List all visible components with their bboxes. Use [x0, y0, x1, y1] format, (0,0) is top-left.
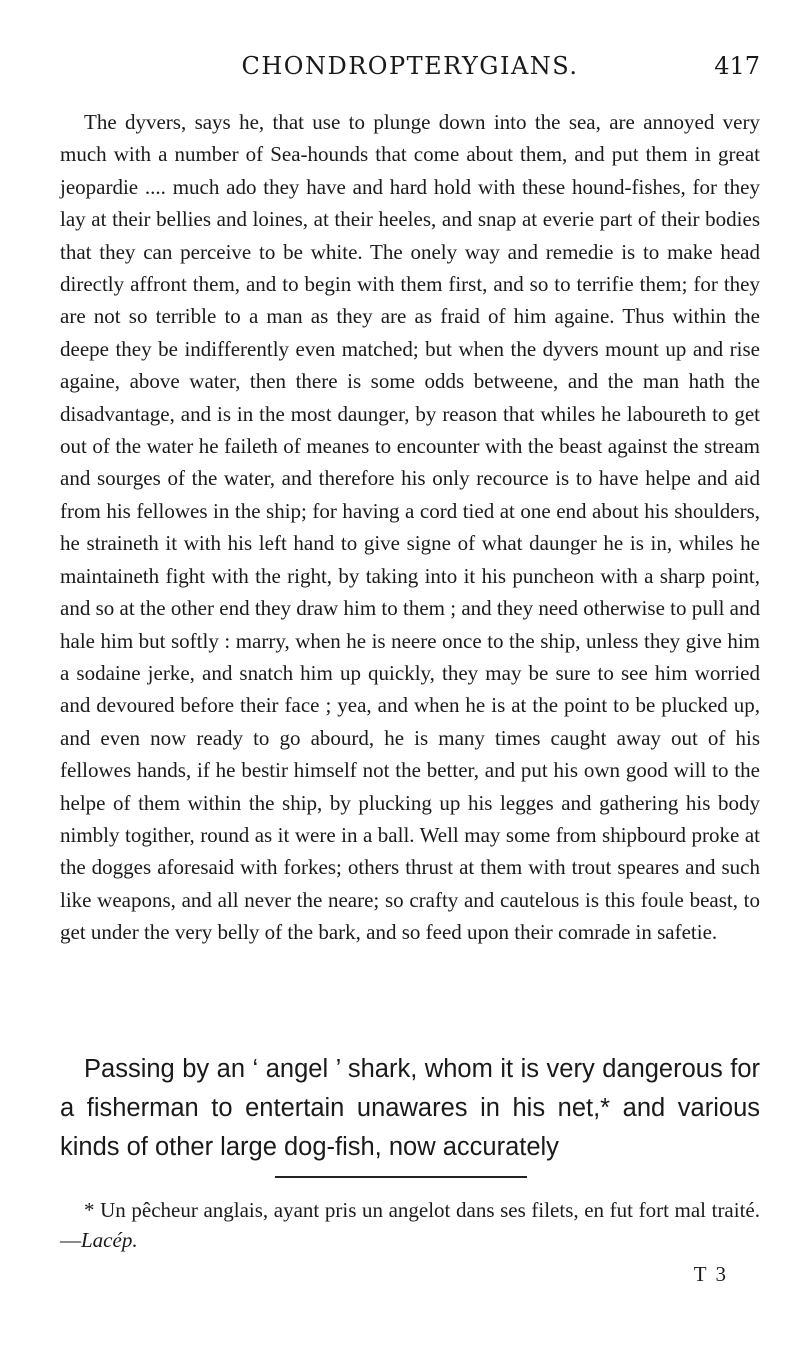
footnote-source: Lacép.	[81, 1228, 138, 1252]
footnote-text: * Un pêcheur anglais, ayant pris un angelot dans ses filets, en fut fort mal traité.—	[60, 1198, 760, 1252]
signature-mark: T 3	[693, 1262, 728, 1286]
footnote	[60, 1195, 760, 1255]
running-head	[60, 48, 760, 84]
book-page	[60, 0, 760, 1371]
running-title: CHONDROPTERYGIANS.	[241, 52, 579, 80]
footnote-divider	[275, 1176, 527, 1178]
quoted-passage: The dyvers, says he, that use to plunge down into the sea, are annoyed very much with a number of Sea-hounds that come about them, and put them in great jeopardie .... much ado they have and hard hold with these hound-fishes, for they lay at their bellies and loines, at their heeles, and snap at everie part of their bodies that they can perceive to be white. The onely way and remedie is to make head directly affront them, and to begin with them first, and so to terrifie them; for they are not so terrible to a man as they are as fraid of him againe. Thus within the deepe they be indifferently even matched; but when the dyvers mount up and rise againe, above water, then there is some odds betweene, and the man hath the disadvantage, and is in the most daunger, by reason that whiles he laboureth to get out of the water he faileth of meanes to encounter with the beast against the stream and sourges of the water, and therefore his only recource is to have helpe and aid from his fellowes in the ship; for having a cord tied at one end about his shoulders, he straineth it with his left hand to give signe of what daunger he is in, whiles he maintaineth fight with the right, by taking into it his puncheon with a sharp point, and so at the other end they draw him to them ; and they need otherwise to pull and hale him but softly : marry, when he is neere once to the ship, unless they give him a sodaine jerke, and snatch him up quickly, they may be sure to see him worried and devoured before their face ; yea, and when he is at the point to be plucked up, and even now ready to go abourd, he is many times caught away out of his fellowes hands, if he bestir himself not the better, and put his own good will to the helpe of them within the ship, by plucking up his legges and gathering his body nimbly togither, round as it were in a ball. Well may some from shipbourd proke at the dogges aforesaid with forkes; others thrust at them with trout speares and such like weapons, and all never the neare; so crafty and cautelous is this foule beast, to get under the very belly of the bark, and so feed upon their comrade in safetie.	[60, 110, 760, 945]
body-paragraph: Passing by an ‘ angel ’ shark, whom it is very dangerous for a fisherman to entertain unawares in his net,* and various kinds of other large dog-fish, now accurately	[60, 1055, 760, 1161]
page-number: 417	[714, 52, 760, 80]
